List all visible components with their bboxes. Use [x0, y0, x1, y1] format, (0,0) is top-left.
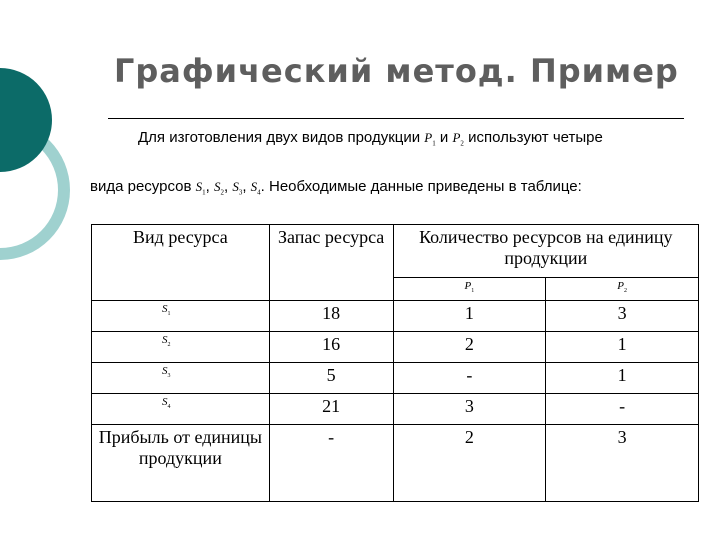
row-resource-s1: $S_1$ — [92, 301, 270, 332]
profit-p1: 2 — [393, 425, 546, 502]
cell-p2: 1 — [546, 332, 699, 363]
header-stock: Запас ресурса — [269, 225, 393, 301]
row-resource-s4: $S_4$ — [92, 394, 270, 425]
resource-s4: $S_4$ — [250, 178, 261, 197]
product-p2: $P_2$ — [452, 130, 464, 148]
table-row — [92, 394, 699, 425]
cell-p2: 1 — [546, 363, 699, 394]
resource-s1: $S_1$ — [195, 178, 206, 197]
cell-p1: - — [393, 363, 546, 394]
table-row — [92, 332, 699, 363]
header-per-unit: Количество ресурсов на единицу продукции — [393, 225, 698, 278]
header-resource-type: Вид ресурса — [92, 225, 270, 301]
row-resource-s2: $S_2$ — [92, 332, 270, 363]
cell-p1: 2 — [393, 332, 546, 363]
cell-p2: 3 — [546, 301, 699, 332]
cell-p1: 3 — [393, 394, 546, 425]
cell-stock: 5 — [269, 363, 393, 394]
table-row — [92, 301, 699, 332]
resource-s2: $S_2$ — [213, 178, 224, 197]
decorative-circles — [0, 0, 90, 300]
product-p1: $P_1$ — [424, 130, 436, 148]
header-row — [92, 225, 699, 278]
cell-stock: 21 — [269, 394, 393, 425]
table-row — [92, 363, 699, 394]
slide-title: Графический метод. Пример — [114, 52, 679, 90]
header-product-p1: $P_1$ — [393, 278, 546, 301]
cell-p1: 1 — [393, 301, 546, 332]
title-divider — [108, 118, 684, 119]
resource-s3: $S_3$ — [232, 178, 243, 197]
intro-line-2: вида ресурсов $S_1$, $S_2$, $S_3$, $S_4$. Необходимые данные приведены в таблице: — [90, 177, 582, 197]
profit-p2: 3 — [546, 425, 699, 502]
problem-statement — [90, 128, 716, 202]
cell-p2: - — [546, 394, 699, 425]
row-resource-s3: $S_3$ — [92, 363, 270, 394]
intro-line-1: Для изготовления двух видов продукции $P_1$ и $P_2$ используют четыре — [138, 129, 603, 148]
profit-label: Прибыль от единицы продукции — [92, 425, 270, 502]
profit-stock: - — [269, 425, 393, 502]
cell-stock: 16 — [269, 332, 393, 363]
cell-stock: 18 — [269, 301, 393, 332]
header-product-p2: $P_2$ — [546, 278, 699, 301]
resources-table — [91, 224, 699, 502]
profit-row — [92, 425, 699, 502]
